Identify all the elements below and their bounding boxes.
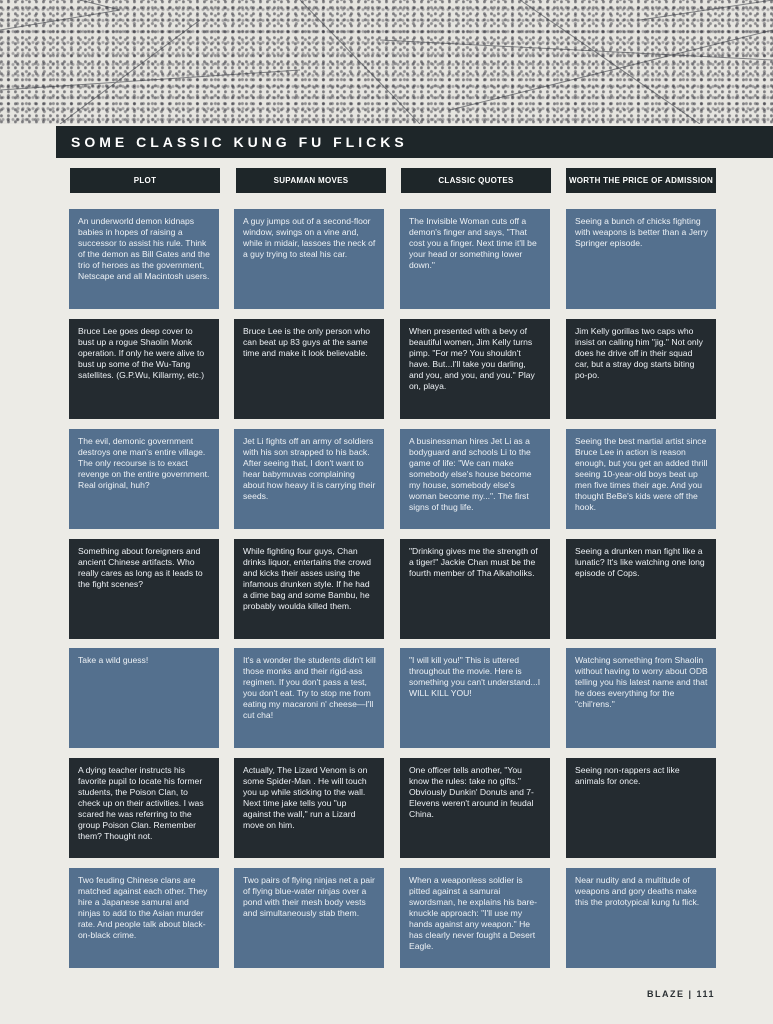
cell-plot: Bruce Lee goes deep cover to bust up a rogue Shaolin Monk operation. If only he were alive to bust up some of the Wu-Tang satellites. (G.P.Wu, Killarmy, etc.) (69, 319, 219, 419)
title-bar (56, 126, 773, 158)
cell-plot: Take a wild guess! (69, 648, 219, 748)
cell-quote: "Drinking gives me the strength of a tiger!" Jackie Chan must be the fourth member of Tha Alkaholiks. (400, 539, 550, 639)
page-title: SOME CLASSIC KUNG FU FLICKS (71, 134, 408, 150)
cell-quote: "I will kill you!" This is uttered throughout the movie. Here is something you can't understand...I WILL KILL YOU! (400, 648, 550, 748)
cell-worth: Jim Kelly gorillas two caps who insist on calling him "jig." Not only does he drive off in their squad car, but a stray dog starts biting po-po. (566, 319, 716, 419)
cell-plot: Two feuding Chinese clans are matched against each other. They hire a Japanese samurai and ninjas to add to the Asian murder rate. And people talk about black-on-black crime. (69, 868, 219, 968)
column-header-worth: WORTH THE PRICE OF ADMISSION (566, 168, 716, 193)
cell-quote: When presented with a bevy of beautiful women, Jim Kelly turns pimp. "For me? You shouldn't have. But...I'll take you darling, and you, and you, and you." Play on, playa. (400, 319, 550, 419)
column-header-plot: PLOT (70, 168, 220, 193)
page-footer: BLAZE | 111 (646, 989, 715, 999)
cell-quote: When a weaponless soldier is pitted against a samurai swordsman, he explains his bare-knuckle approach: "I'll use my hands against any weapon." He has clearly never fought a Desert Eagle. (400, 868, 550, 968)
cell-worth: Seeing a bunch of chicks fighting with weapons is better than a Jerry Springer episode. (566, 209, 716, 309)
cell-quote: A businessman hires Jet Li as a bodyguard and schools Li to the game of life: "We can make somebody else's house become my house, somebody else's woman become my...". The first signs of thug life. (400, 429, 550, 529)
cell-moves: Bruce Lee is the only person who can beat up 83 guys at the same time and make it look believable. (234, 319, 384, 419)
cell-moves: Actually, The Lizard Venom is on some Spider-Man . He will touch you up while sticking to the wall. Next time jake tells you "up against the wall," run a Lizard move on him. (234, 758, 384, 858)
cell-moves: Two pairs of flying ninjas net a pair of flying blue-water ninjas over a pond with their mesh body vests and simultaneously stab them. (234, 868, 384, 968)
cell-worth: Seeing a drunken man fight like a lunatic? It's like watching one long episode of Cops. (566, 539, 716, 639)
column-header-moves: SUPAMAN MOVES (236, 168, 386, 193)
scratch-lines (0, 0, 773, 124)
cell-plot: Something about foreigners and ancient Chinese artifacts. Who really cares as long as it leads to the fight scenes? (69, 539, 219, 639)
cell-plot: The evil, demonic government destroys one man's entire village. The only recourse is to exact revenge on the entire government. Real original, huh? (69, 429, 219, 529)
cell-moves: It's a wonder the students didn't kill those monks and their rigid-ass regimen. If you don't pass a test, you don't eat. Try to stop me from eating my macaroni n' cheese—I'll cut cha! (234, 648, 384, 748)
cell-quote: The Invisible Woman cuts off a demon's finger and says, "That cost you a finger. Next time it'll be your head or something lower down." (400, 209, 550, 309)
cell-worth: Seeing the best martial artist since Bruce Lee in action is reason enough, but you get an added thrill seeing 10-year-old boys beat up men five times their age. And you thought BeBe's kids were off the hook. (566, 429, 716, 529)
cell-moves: While fighting four guys, Chan drinks liquor, entertains the crowd and kicks their asses using the infamous drunken style. If he had a dime bag and some Bambu, he probably woulda killed them. (234, 539, 384, 639)
cell-moves: A guy jumps out of a second-floor window, swings on a vine and, while in midair, lassoes the neck of a guy trying to steal his car. (234, 209, 384, 309)
cell-plot: An underworld demon kidnaps babies in hopes of raising a successor to assist his rule. Think of the demon as Bill Gates and the trio of heroes as the government, Netscape and all Macintosh users. (69, 209, 219, 309)
cell-quote: One officer tells another, "You know the rules: take no gifts." Obviously Dunkin' Donuts and 7-Elevens weren't around in feudal China. (400, 758, 550, 858)
cell-plot: A dying teacher instructs his favorite pupil to locate his former students, the Poison Clan, to check up on their activities. I was scared he was referring to the group Poison Clan. Remember them? Thought not. (69, 758, 219, 858)
cell-worth: Near nudity and a multitude of weapons and gory deaths make this the prototypical kung fu flick. (566, 868, 716, 968)
cell-worth: Seeing non-rappers act like animals for once. (566, 758, 716, 858)
cell-worth: Watching something from Shaolin without having to worry about ODB telling you his latest name and that he does everything for the "chil'rens." (566, 648, 716, 748)
column-header-quotes: CLASSIC QUOTES (401, 168, 551, 193)
cell-moves: Jet Li fights off an army of soldiers with his son strapped to his back. After seeing that, I don't want to hear babymuvas complaining about how heavy it is carrying their seeds. (234, 429, 384, 529)
